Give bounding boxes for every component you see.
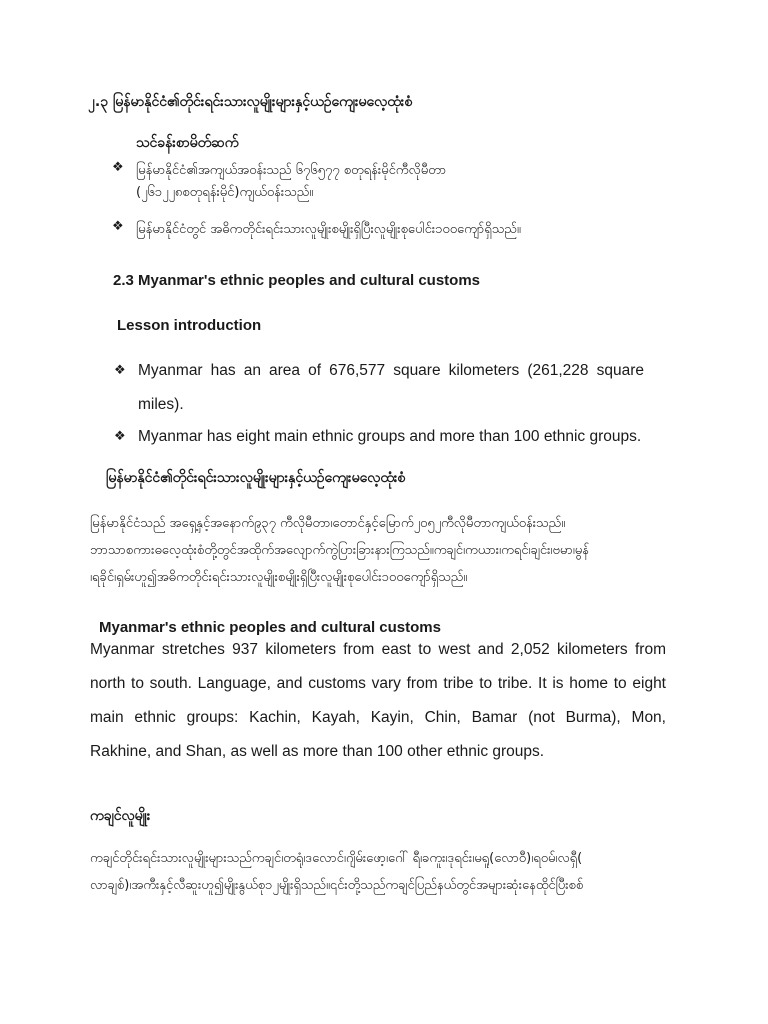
bullet-diamond-icon: ❖ — [114, 429, 126, 444]
bullet-diamond-icon: ❖ — [112, 219, 124, 234]
ethnic-heading-en: Myanmar's ethnic peoples and cultural customs — [99, 619, 441, 636]
intro-heading-mm: သင်ခန်းစာမိတ်ဆက် — [136, 135, 239, 151]
bullet-en-2 — [114, 420, 674, 454]
kachin-mm-line-2: လာချစ်)၊အကီးနှင့်လီဆူးဟူ၍မျိုးနွယ်စု၁၂မျိုးရှိသည်။၎င်းတို့သည်ကချင်ပြည်နယ်တွင်အများဆုံးနေထိုင်ပြီးစစ် — [90, 878, 584, 893]
intro-heading-en: Lesson introduction — [117, 317, 262, 334]
bullet-diamond-icon: ❖ — [112, 160, 124, 175]
ethnic-paragraph-mm — [90, 510, 589, 591]
bullet-mm-1 — [112, 160, 446, 204]
bullet-en-2-text: Myanmar has eight main ethnic groups and more than 100 ethnic groups. — [138, 428, 642, 445]
bullet-en-1 — [114, 354, 644, 422]
ethnic-paragraph-en: Myanmar stretches 937 kilometers from east to west and 2,052 kilometers from north to south. Language, and customs vary from tribe to tribe. It is home to eight main ethnic groups: Kachin, Kayah, Kayin, Chin, Bamar (not Burma), Mon, Rakhine, and Shan, as well as more than 100 other ethnic groups. — [90, 641, 666, 760]
ethnic-mm-line-1: မြန်မာနိုင်ငံသည် အရှေ့နှင့်အနောက်၉၃၇ ကီလိုမီတာ၊တောင်နှင့်မြောက်၂၀၅၂ကီလိုမီတာကျယ်ဝန်းသည်။ — [90, 516, 566, 531]
kachin-mm-line-1: ကချင်တိုင်းရင်းသားလူမျိုးများသည်ကချင်၊တရုံ၊ဒလောင်၊ဂျိမ်းဖော့၊ဂေါ် ရီ၊ခကူး၊ဒုရင်း၊မရူ(လောဝီ)၊ရဝမ်၊လရှီ( — [90, 851, 583, 866]
bullet-mm-2 — [112, 219, 521, 241]
ethnic-mm-line-3: ၊ရခိုင်၊ရှမ်းဟူ၍အဓိကတိုင်းရင်းသားလူမျိုးစမျိုးရှိပြီးလူမျိုးစုပေါင်း၁၀၀ကျော်ရှိသည်။ — [90, 570, 468, 585]
ethnic-mm-line-2: ဘာသာစကားဓလေ့ထုံးစံတို့တွင်အထိုက်အလျောက်ကွဲပြားခြားနားကြသည်။ကချင်၊ကယား၊ကရင်၊ချင်း၊ဗမာ၊မွန် — [90, 543, 589, 558]
bullet-mm-1-line1: မြန်မာနိုင်ငံ၏အကျယ်အဝန်းသည် ၆၇၆၅၇၇ စတုရန်းမိုင်ကီလိုမီတာ — [136, 163, 447, 178]
kachin-paragraph-mm — [90, 845, 583, 899]
bullet-mm-2-line1: မြန်မာနိုင်ငံတွင် အဓိကတိုင်းရင်းသားလူမျိုးစမျိုးရှိပြီးလူမျိုးစုပေါင်း၁၀၀ကျော်ရှိသည်။ — [136, 222, 521, 237]
section-heading-en: 2.3 Myanmar's ethnic peoples and cultural customs — [113, 272, 481, 289]
bullet-diamond-icon: ❖ — [114, 363, 126, 378]
bullet-en-1-text: Myanmar has an area of 676,577 square kilometers (261,228 square miles). — [138, 362, 644, 413]
ethnic-heading-mm: မြန်မာနိုင်ငံ၏တိုင်းရင်းသားလူမျိုးများနှင့်ယဉ်ကျေးမလေ့ထုံးစံ — [106, 470, 406, 486]
section-heading-mm: ၂.၃ မြန်မာနိုင်ငံ၏တိုင်းရင်းသားလူမျိုးများနှင့်ယဉ်ကျေးမလေ့ထုံးစံ — [88, 94, 413, 110]
bullet-mm-1-line2: (၂၆၁၂၂၈စတုရန်းမိုင်)ကျယ်ဝန်းသည်။ — [136, 185, 314, 200]
kachin-heading-mm: ကချင်လူမျိုး — [90, 808, 151, 824]
